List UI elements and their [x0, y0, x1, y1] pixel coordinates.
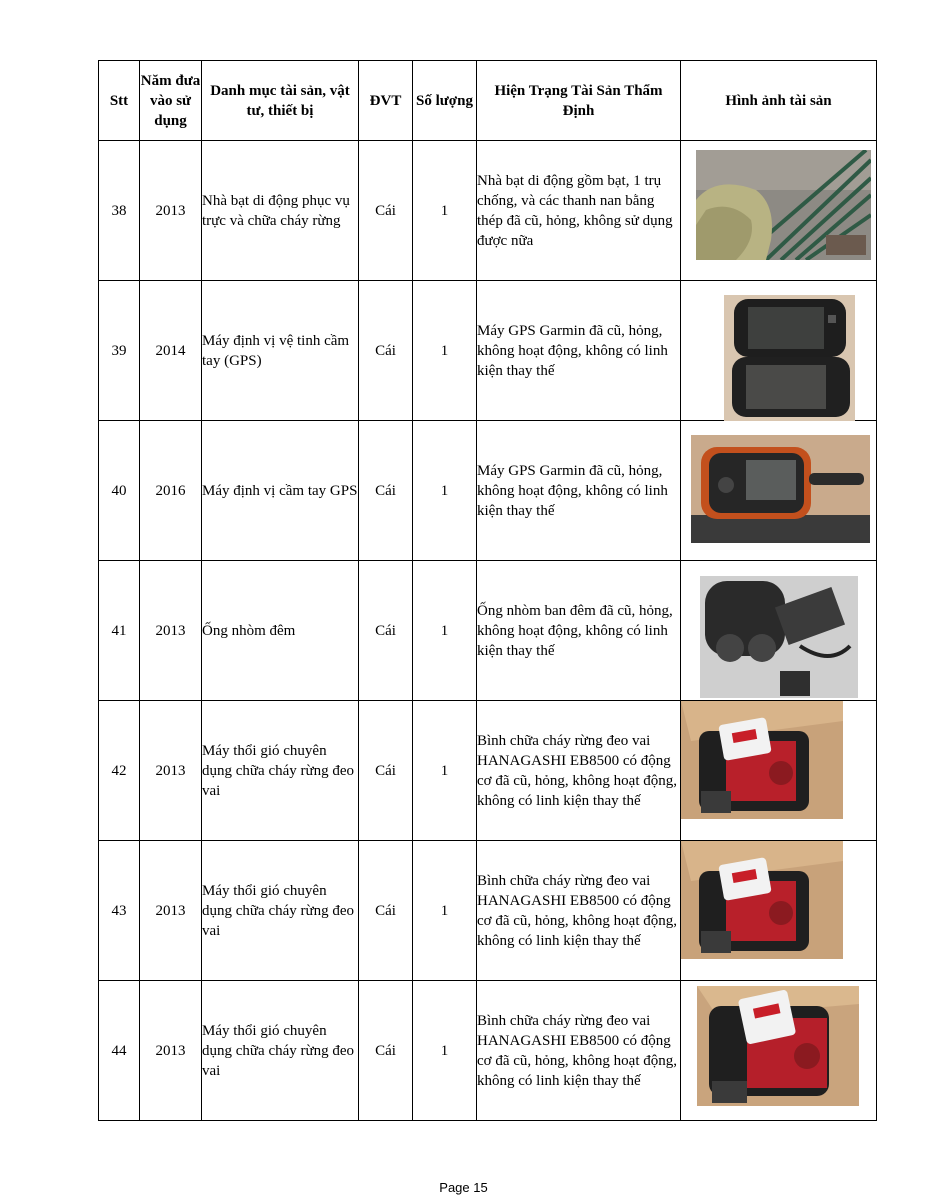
table-row	[99, 281, 877, 421]
row-status: Nhà bạt di động gồm bạt, 1 trụ chống, và các thanh nan bằng thép đã cũ, hỏng, không sử dụng được nữa	[477, 141, 681, 281]
gps-pair-photo	[724, 295, 855, 421]
blower-photo	[697, 986, 859, 1106]
table-row	[99, 981, 877, 1121]
header-image: Hình ảnh tài sản	[681, 61, 877, 141]
row-unit: Cái	[359, 981, 413, 1121]
row-unit: Cái	[359, 141, 413, 281]
row-status: Bình chữa cháy rừng đeo vai HANAGASHI EB8500 có động cơ đã cũ, hỏng, không hoạt động, không có linh kiện thay thế	[477, 701, 681, 841]
header-status: Hiện Trạng Tài Sản Thẩm Định	[477, 61, 681, 141]
header-year: Năm đưa vào sử dụng	[140, 61, 202, 141]
gps-orange-photo	[691, 435, 870, 543]
row-name: Máy thổi gió chuyên dụng chữa cháy rừng đeo vai	[202, 701, 359, 841]
header-unit: ĐVT	[359, 61, 413, 141]
header-stt: Stt	[99, 61, 140, 141]
table-row	[99, 421, 877, 561]
row-qty: 1	[413, 701, 477, 841]
row-qty: 1	[413, 421, 477, 561]
row-status: Máy GPS Garmin đã cũ, hỏng, không hoạt động, không có linh kiện thay thế	[477, 421, 681, 561]
row-year: 2013	[140, 981, 202, 1121]
blower-photo	[681, 841, 843, 959]
row-image-cell	[681, 281, 877, 421]
row-status: Bình chữa cháy rừng đeo vai HANAGASHI EB8500 có động cơ đã cũ, hỏng, không hoạt động, không có linh kiện thay thế	[477, 841, 681, 981]
binoculars-photo	[700, 576, 858, 698]
table-row	[99, 841, 877, 981]
asset-table	[98, 60, 877, 1121]
row-qty: 1	[413, 141, 477, 281]
row-year: 2013	[140, 701, 202, 841]
row-stt: 38	[99, 141, 140, 281]
row-name: Máy định vị vệ tinh cầm tay (GPS)	[202, 281, 359, 421]
row-name: Máy thổi gió chuyên dụng chữa cháy rừng đeo vai	[202, 981, 359, 1121]
row-stt: 40	[99, 421, 140, 561]
row-stt: 39	[99, 281, 140, 421]
row-unit: Cái	[359, 281, 413, 421]
row-image-cell	[681, 141, 877, 281]
row-image-cell	[681, 841, 877, 981]
row-image-cell	[681, 981, 877, 1121]
row-qty: 1	[413, 981, 477, 1121]
row-unit: Cái	[359, 561, 413, 701]
row-name: Ống nhòm đêm	[202, 561, 359, 701]
row-image-cell	[681, 701, 877, 841]
table-row	[99, 701, 877, 841]
page-number: Page 15	[439, 1180, 488, 1195]
header-category: Danh mục tài sản, vật tư, thiết bị	[202, 61, 359, 141]
row-image-cell	[681, 561, 877, 701]
row-unit: Cái	[359, 421, 413, 561]
table-row	[99, 141, 877, 281]
row-year: 2013	[140, 841, 202, 981]
header-qty: Số lượng	[413, 61, 477, 141]
row-status: Bình chữa cháy rừng đeo vai HANAGASHI EB8500 có động cơ đã cũ, hỏng, không hoạt động, không có linh kiện thay thế	[477, 981, 681, 1121]
table-header-row	[99, 61, 877, 141]
row-qty: 1	[413, 281, 477, 421]
row-image-cell	[681, 421, 877, 561]
row-name: Nhà bạt di động phục vụ trực và chữa cháy rừng	[202, 141, 359, 281]
row-stt: 41	[99, 561, 140, 701]
row-year: 2016	[140, 421, 202, 561]
row-stt: 44	[99, 981, 140, 1121]
tent-photo	[696, 150, 871, 260]
row-stt: 43	[99, 841, 140, 981]
row-qty: 1	[413, 561, 477, 701]
row-year: 2013	[140, 561, 202, 701]
table-row	[99, 561, 877, 701]
row-qty: 1	[413, 841, 477, 981]
row-status: Ống nhòm ban đêm đã cũ, hỏng, không hoạt động, không có linh kiện thay thế	[477, 561, 681, 701]
row-unit: Cái	[359, 841, 413, 981]
row-name: Máy thổi gió chuyên dụng chữa cháy rừng đeo vai	[202, 841, 359, 981]
row-status: Máy GPS Garmin đã cũ, hỏng, không hoạt động, không có linh kiện thay thế	[477, 281, 681, 421]
row-name: Máy định vị cầm tay GPS	[202, 421, 359, 561]
row-year: 2014	[140, 281, 202, 421]
row-stt: 42	[99, 701, 140, 841]
blower-photo	[681, 701, 843, 819]
row-year: 2013	[140, 141, 202, 281]
row-unit: Cái	[359, 701, 413, 841]
